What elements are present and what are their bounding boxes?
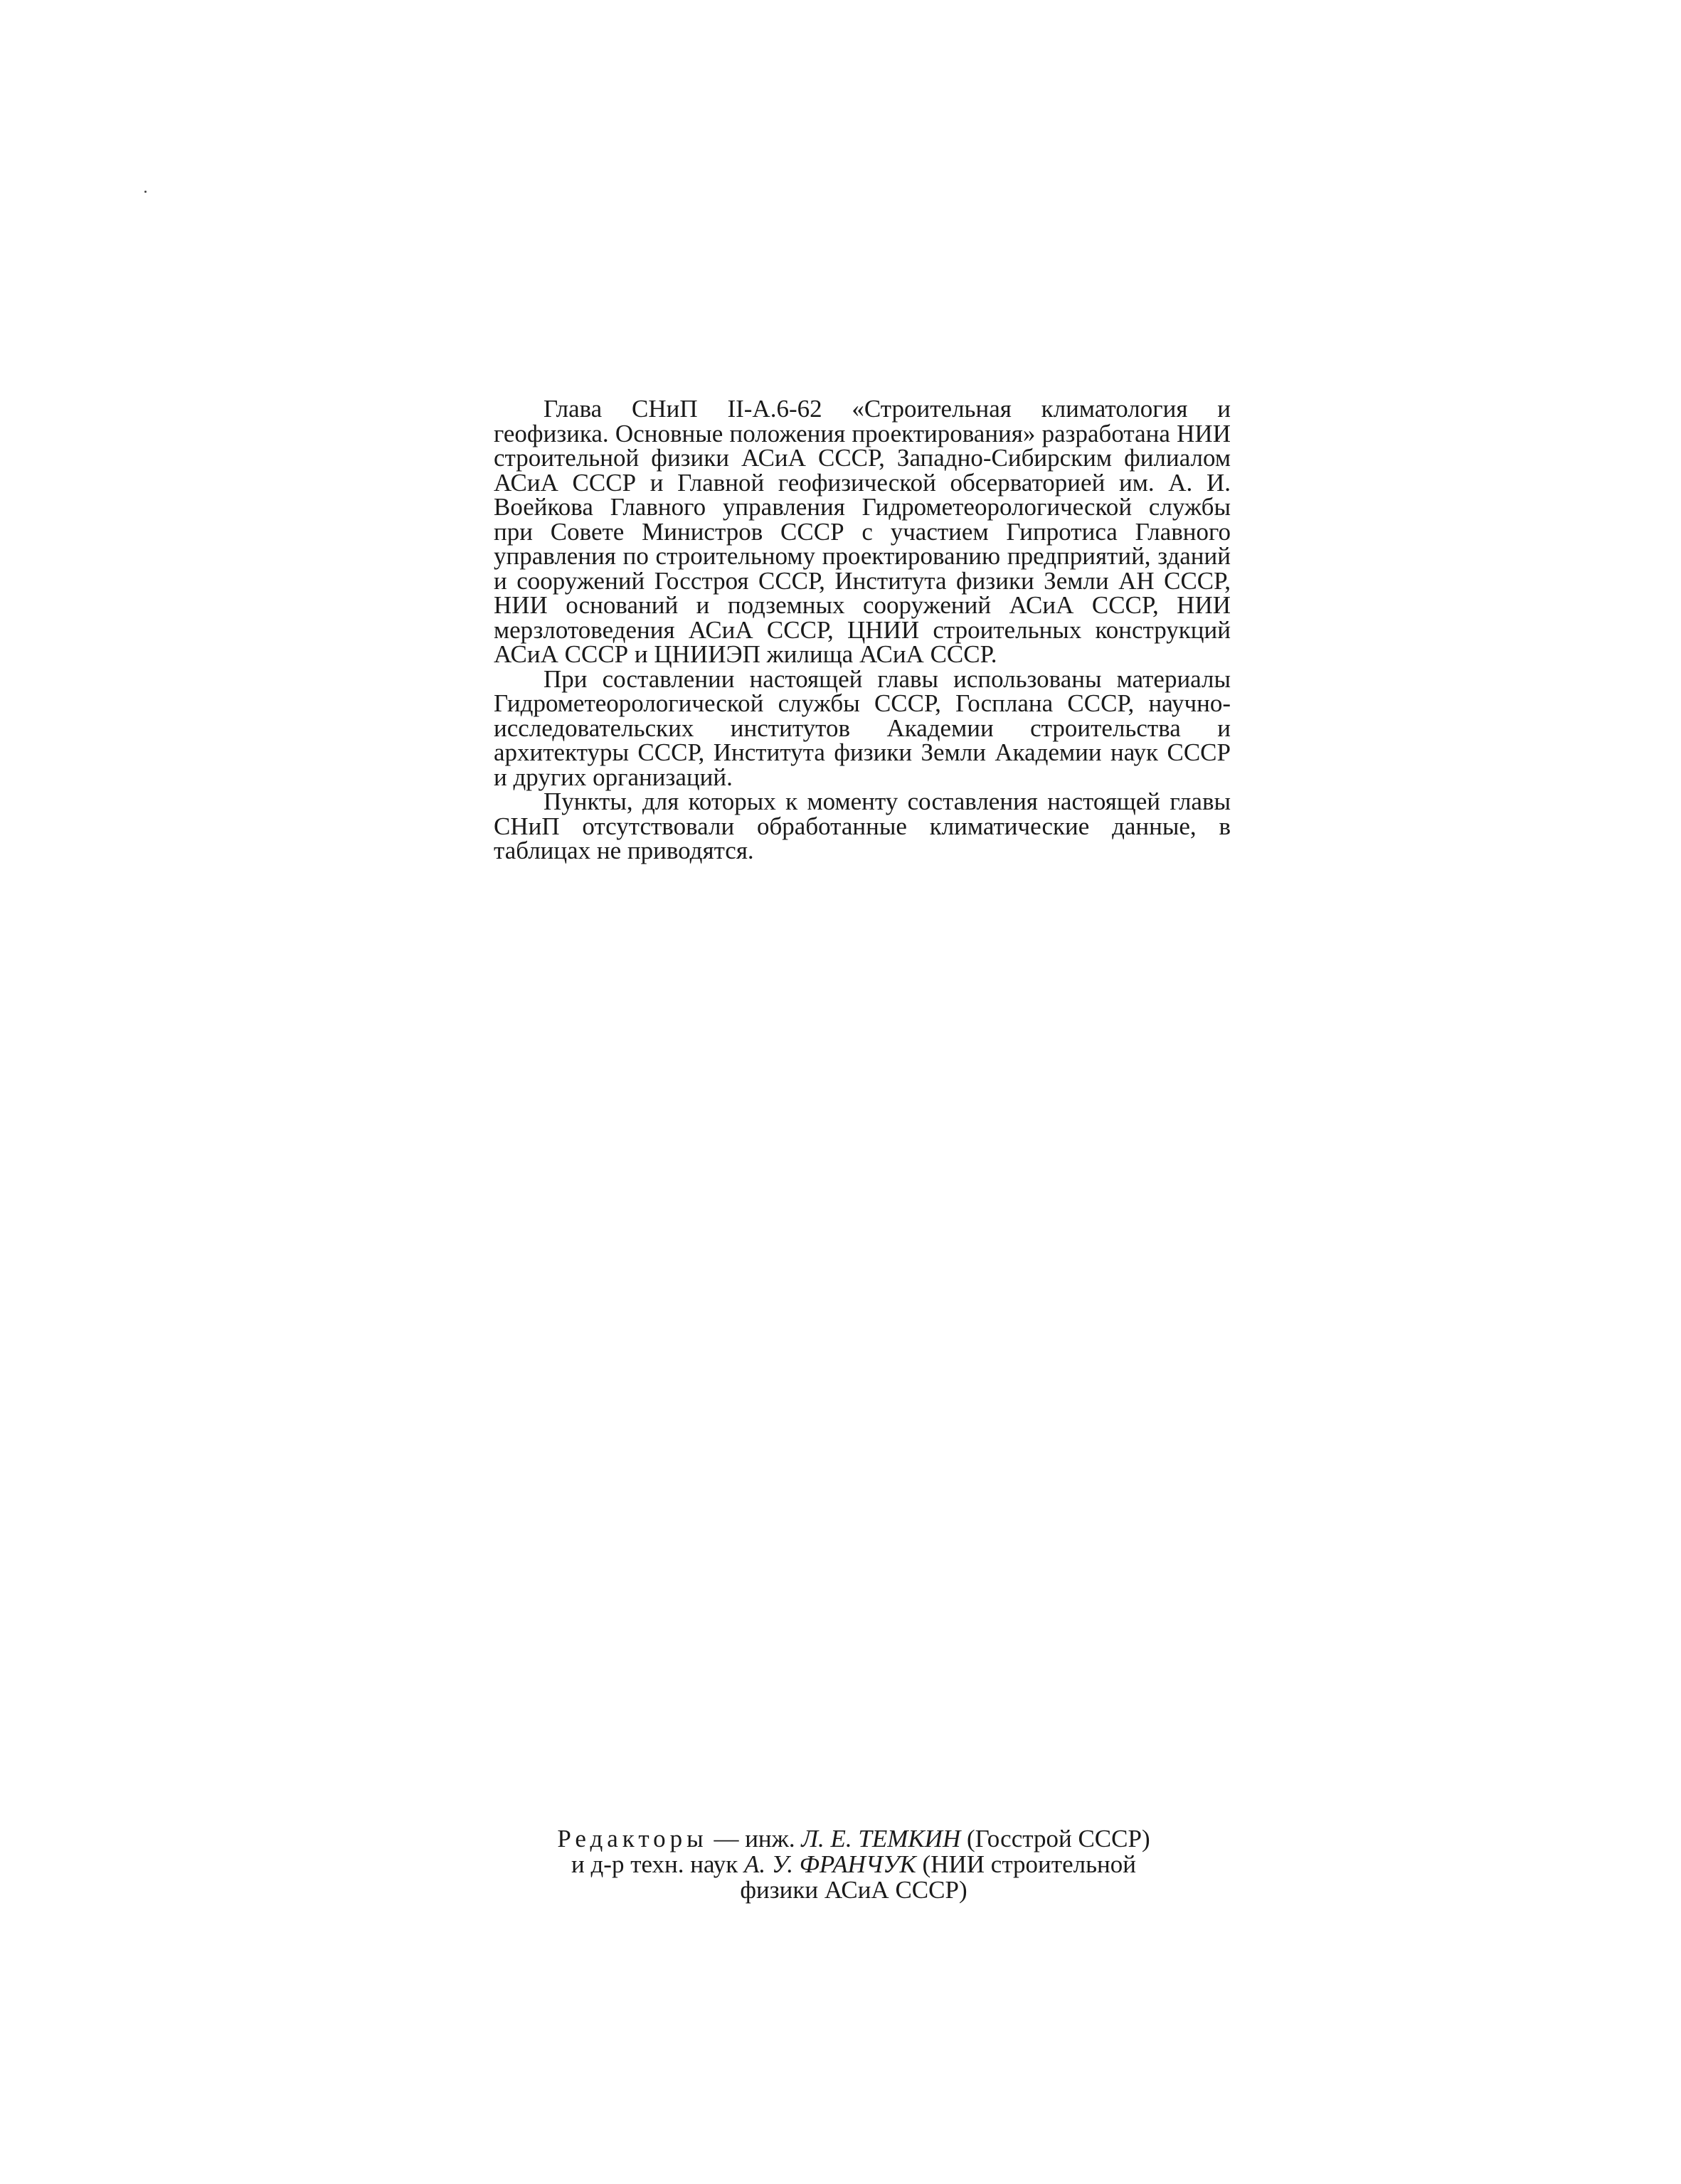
- editors-label: Редакторы: [557, 1825, 708, 1852]
- editor2-org-part2: физики АСиА СССР): [740, 1876, 967, 1904]
- paragraph-3: Пункты, для которых к моменту составления настоящей главы СНиП отсутствовали обработанные климатические данные, в таблицах не приводятся.: [494, 788, 1231, 864]
- editors-line-1: [498, 1826, 1209, 1852]
- editors-line-2: [498, 1852, 1209, 1877]
- editors-line-3: [498, 1877, 1209, 1903]
- paragraph-1: Глава СНиП II-А.6-62 «Строительная климатология и геофизика. Основные положения проектирования» разработана НИИ строительной физики АСиА СССР, Западно-Сибирским филиалом АСиА СССР и Главной геофизической обсерваторией им. А. И. Воейкова Главного управления Гидрометеорологической службы при Совете Министров СССР с участием Гипротиса Главного управления по строительному проектированию предприятий, зданий и сооружений Госстроя СССР, Института физики Земли АН СССР, НИИ оснований и подземных сооружений АСиА СССР, НИИ мерзлотоведения АСиА СССР, ЦНИИ строительных конструкций АСиА СССР и ЦНИИЭП жилища АСиА СССР.: [494, 395, 1231, 668]
- scan-speck: [144, 191, 147, 193]
- editors-credit: [498, 1826, 1209, 1903]
- editor1-org: (Госстрой СССР): [960, 1825, 1150, 1852]
- editor2-org-part1: (НИИ строительной: [916, 1850, 1136, 1878]
- preface-text: [494, 397, 1231, 864]
- editor1-name: Л. Е. ТЕМКИН: [801, 1825, 961, 1852]
- editor1-role: — инж.: [707, 1825, 802, 1852]
- editor2-role: и д-р техн. наук: [571, 1850, 745, 1878]
- paragraph-2: При составлении настоящей главы использованы материалы Гидрометеорологической службы СССР, Госплана СССР, научно-исследовательских институтов Академии строительства и архитектуры СССР, Института физики Земли Академии наук СССР и других организаций.: [494, 664, 1231, 791]
- editor2-name: А. У. ФРАНЧУК: [744, 1850, 916, 1878]
